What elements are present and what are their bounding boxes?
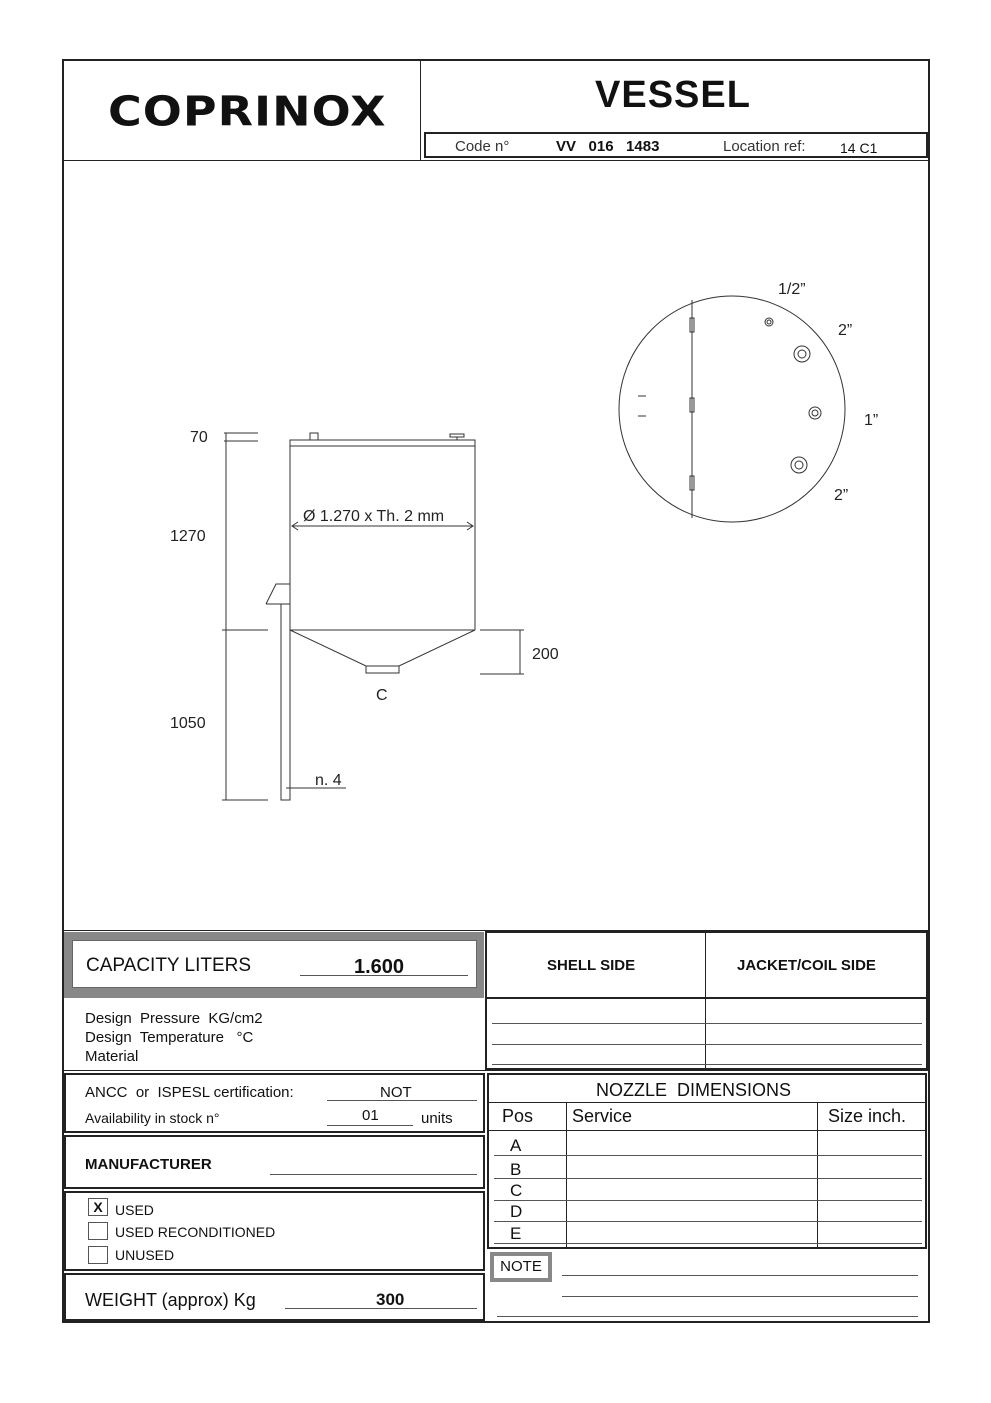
nozzle-table-title: NOZZLE DIMENSIONS	[596, 1080, 792, 1100]
design-line-3	[492, 1064, 922, 1065]
nozzle-header-pos: Pos	[502, 1106, 534, 1126]
nozzle-2-top-inner	[798, 350, 806, 358]
nozzle-half-text: 1/2”	[778, 281, 806, 298]
used-checkbox[interactable]: X	[88, 1198, 108, 1216]
shell-side-label: SHELL SIDE	[547, 957, 636, 974]
nozzle-rule-d	[494, 1221, 922, 1222]
legs-text: n. 4	[315, 772, 342, 789]
stock-underline	[327, 1125, 413, 1126]
nozzle-header-rule	[488, 1130, 926, 1131]
dim-top-text: 70	[190, 429, 208, 446]
design-pressure-label: Design Pressure KG/cm2	[85, 1010, 263, 1027]
note-line-1	[562, 1275, 918, 1276]
top-nozzle-small	[310, 433, 318, 440]
nozzle-1-outer	[809, 407, 821, 419]
design-line-1	[492, 1023, 922, 1024]
nozzle-title-rule	[488, 1102, 926, 1103]
stock-value: 01	[362, 1107, 379, 1124]
unused-label: UNUSED	[115, 1247, 175, 1263]
leg-bracket	[266, 584, 290, 604]
dim-shell-text: 1270	[170, 528, 206, 545]
reconditioned-label: USED RECONDITIONED	[115, 1224, 276, 1240]
nozzle-header-size: Size inch.	[828, 1106, 907, 1126]
nozzle-rule-e	[494, 1243, 922, 1244]
top-nozzle-flange	[450, 434, 464, 437]
dim-cone-text: 200	[532, 646, 559, 663]
nozzle-rule-b	[494, 1178, 922, 1179]
design-bottom-rule	[63, 1070, 929, 1071]
note-line-3	[497, 1316, 918, 1317]
document-title: VESSEL	[595, 74, 751, 116]
stock-label: Availability in stock n°	[85, 1110, 220, 1126]
design-temperature-label: Design Temperature °C	[85, 1029, 254, 1046]
nozzle-row-a: A	[510, 1136, 522, 1155]
nozzle-col-divider-2	[817, 1102, 818, 1248]
location-label: Location ref:	[723, 138, 806, 155]
capacity-value: 1.600	[354, 956, 405, 978]
weight-value: 300	[376, 1290, 405, 1309]
diameter-text: Ø 1.270 x Th. 2 mm	[303, 508, 445, 525]
capacity-label: CAPACITY LITERS	[86, 955, 252, 976]
stock-units: units	[421, 1110, 453, 1127]
nozzle-col-divider-1	[566, 1102, 567, 1248]
note-line-2	[562, 1296, 918, 1297]
nozzle-rule-c	[494, 1200, 922, 1201]
vessel-outlet	[366, 666, 399, 673]
nozzle-row-d: D	[510, 1202, 523, 1221]
location-value: 14 C1	[840, 140, 878, 156]
company-logo: COPRINOX	[108, 86, 387, 136]
design-values-box	[485, 997, 928, 1070]
nozzle-2-top-outer	[794, 346, 810, 362]
nozzle-row-b: B	[510, 1160, 522, 1179]
nozzle-2-bottom-inner	[795, 461, 803, 469]
nozzle-1-text: 1”	[864, 412, 879, 429]
code-value: VV 016 1483	[556, 138, 660, 155]
vessel-cone	[290, 630, 475, 666]
nozzle-2-top-text: 2”	[838, 322, 853, 339]
nozzle-2-bottom-text: 2”	[834, 487, 849, 504]
leg-post	[281, 604, 290, 800]
nozzle-half-outer	[765, 318, 773, 326]
unused-checkbox[interactable]	[88, 1246, 108, 1264]
nozzle-half-inner	[767, 320, 771, 324]
design-line-2	[492, 1044, 922, 1045]
jacket-side-label: JACKET/COIL SIDE	[737, 957, 876, 974]
used-label: USED	[115, 1202, 154, 1218]
nozzle-2-bottom-outer	[791, 457, 807, 473]
dim-legs-text: 1050	[170, 715, 206, 732]
weight-label: WEIGHT (approx) Kg	[85, 1290, 256, 1310]
certification-label: ANCC or ISPESL certification:	[85, 1084, 294, 1101]
vessel-top-cap	[290, 440, 475, 446]
note-badge: NOTE	[490, 1252, 552, 1282]
material-label: Material	[85, 1048, 139, 1065]
nozzle-row-c: C	[510, 1181, 523, 1200]
certification-value: NOT	[380, 1084, 412, 1101]
nozzle-rule-a	[494, 1155, 922, 1156]
manufacturer-label: MANUFACTURER	[85, 1156, 212, 1173]
nozzle-row-e: E	[510, 1224, 522, 1243]
manufacturer-underline	[270, 1174, 477, 1175]
code-label: Code n°	[455, 138, 510, 155]
nozzle-1-inner	[812, 410, 818, 416]
nozzle-header-service: Service	[572, 1106, 633, 1126]
reconditioned-checkbox[interactable]	[88, 1222, 108, 1240]
outlet-text: C	[376, 687, 388, 704]
